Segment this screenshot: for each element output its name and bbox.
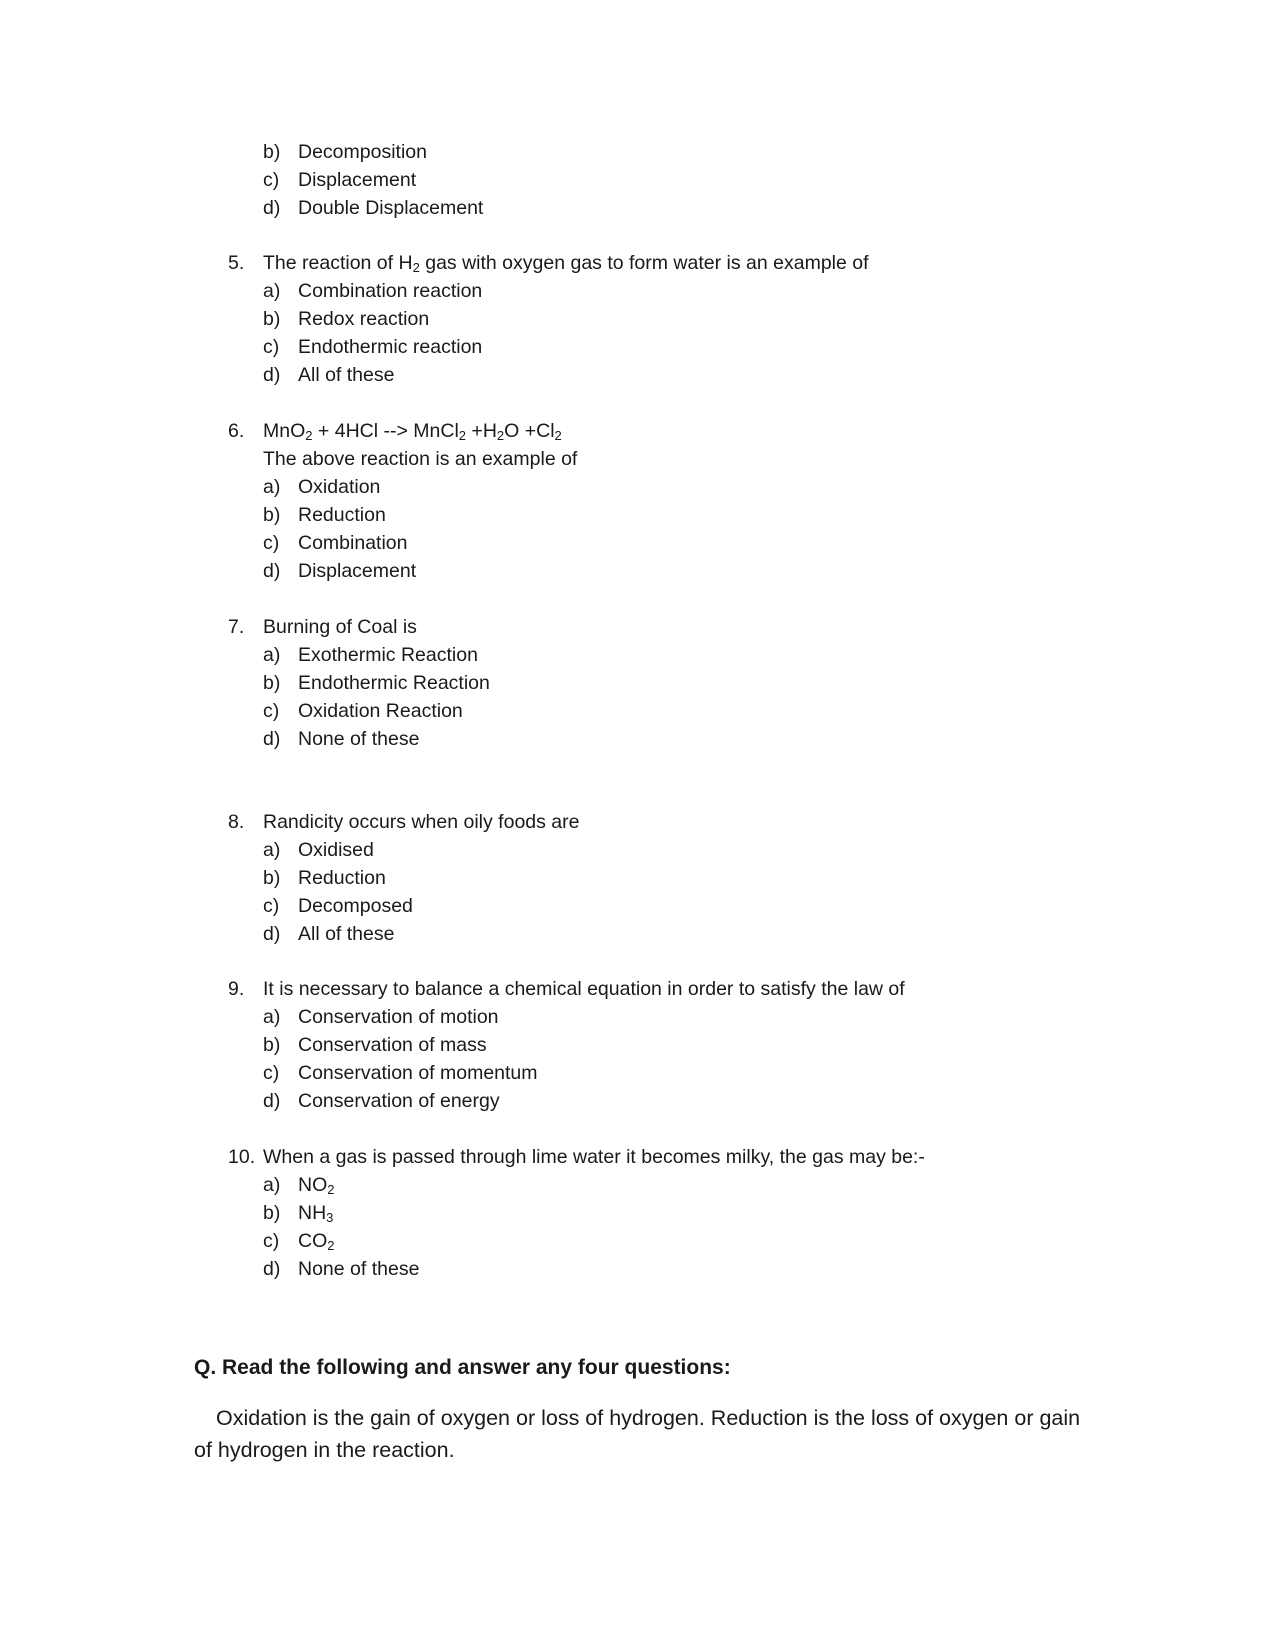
option-letter: a) bbox=[263, 476, 281, 498]
option-letter: c) bbox=[263, 1062, 280, 1084]
question-text bbox=[263, 251, 869, 275]
option-text: Combination reaction bbox=[298, 280, 483, 302]
option-text: Reduction bbox=[298, 504, 386, 526]
text-part: MnO bbox=[263, 420, 306, 442]
question-number: 8. bbox=[228, 811, 245, 833]
subscript: 2 bbox=[305, 428, 313, 443]
option-text: Double Displacement bbox=[298, 197, 484, 219]
option-text: Conservation of energy bbox=[298, 1090, 500, 1112]
option-letter: a) bbox=[263, 1006, 281, 1028]
subscript: 2 bbox=[496, 428, 505, 443]
text-part: NO bbox=[298, 1174, 328, 1196]
option-text: Decomposed bbox=[298, 895, 413, 917]
subscript: 3 bbox=[326, 1210, 334, 1225]
text-part: + 4HCl --> MnCl bbox=[312, 420, 459, 442]
option-letter: b) bbox=[263, 141, 281, 163]
option-text: Displacement bbox=[298, 169, 417, 191]
text-part: O +Cl bbox=[504, 420, 555, 442]
subscript: 2 bbox=[458, 428, 467, 443]
option-text: Oxidised bbox=[298, 839, 374, 861]
option-text: Decomposition bbox=[298, 141, 427, 163]
text-part: CO bbox=[298, 1230, 328, 1252]
option-text: Oxidation Reaction bbox=[298, 700, 463, 722]
option-letter: d) bbox=[263, 197, 281, 219]
option-letter: d) bbox=[263, 923, 281, 945]
subscript: 2 bbox=[412, 260, 420, 275]
option-text: All of these bbox=[298, 364, 395, 386]
question-text: Burning of Coal is bbox=[263, 616, 417, 638]
option-text: Reduction bbox=[298, 867, 386, 889]
option-letter: d) bbox=[263, 364, 281, 386]
option-text: Displacement bbox=[298, 560, 417, 582]
question-number: 9. bbox=[228, 978, 245, 1000]
option-letter: b) bbox=[263, 504, 281, 526]
question-text: Randicity occurs when oily foods are bbox=[263, 811, 580, 833]
option-text: Conservation of momentum bbox=[298, 1062, 538, 1084]
option-letter: a) bbox=[263, 839, 281, 861]
option-letter: c) bbox=[263, 336, 280, 358]
section-heading: Q. Read the following and answer any four questions: bbox=[194, 1356, 731, 1379]
option-text: Endothermic Reaction bbox=[298, 672, 490, 694]
option-letter: b) bbox=[263, 1034, 281, 1056]
text-part: gas with oxygen gas to form water is an example of bbox=[419, 252, 869, 274]
subscript: 2 bbox=[327, 1238, 335, 1253]
option-letter: c) bbox=[263, 895, 280, 917]
option-text: Conservation of motion bbox=[298, 1006, 499, 1028]
option-letter: b) bbox=[263, 867, 281, 889]
question-number: 10. bbox=[228, 1146, 256, 1168]
passage-paragraph: Oxidation is the gain of oxygen or loss of hydrogen. Reduction is the loss of oxygen or gain of hydrogen in the reaction. bbox=[194, 1406, 1081, 1462]
option-text: All of these bbox=[298, 923, 395, 945]
option-letter: a) bbox=[263, 1174, 281, 1196]
option-letter: b) bbox=[263, 308, 281, 330]
option-letter: b) bbox=[263, 1202, 281, 1224]
option-letter: d) bbox=[263, 728, 281, 750]
text-part: The reaction of H bbox=[263, 252, 413, 274]
option-text: Redox reaction bbox=[298, 308, 430, 330]
option-text bbox=[298, 1229, 334, 1253]
option-letter: a) bbox=[263, 644, 281, 666]
subscript: 2 bbox=[327, 1182, 335, 1197]
option-text: Combination bbox=[298, 532, 408, 554]
question-text: When a gas is passed through lime water it becomes milky, the gas may be:- bbox=[263, 1146, 925, 1168]
question-number: 7. bbox=[228, 616, 245, 638]
question-text: The above reaction is an example of bbox=[263, 448, 578, 470]
option-letter: c) bbox=[263, 532, 280, 554]
option-letter: c) bbox=[263, 700, 280, 722]
option-letter: c) bbox=[263, 1230, 280, 1252]
chemical-equation bbox=[263, 419, 562, 443]
option-text: None of these bbox=[298, 728, 420, 750]
option-text: Conservation of mass bbox=[298, 1034, 487, 1056]
option-text bbox=[298, 1173, 334, 1197]
option-letter: c) bbox=[263, 169, 280, 191]
option-letter: d) bbox=[263, 560, 281, 582]
option-text: Endothermic reaction bbox=[298, 336, 483, 358]
question-number: 5. bbox=[228, 252, 245, 274]
option-letter: a) bbox=[263, 280, 281, 302]
option-text: Oxidation bbox=[298, 476, 381, 498]
text-part: +H bbox=[466, 420, 497, 442]
option-text bbox=[298, 1201, 333, 1225]
subscript: 2 bbox=[554, 428, 562, 443]
option-letter: d) bbox=[263, 1258, 281, 1280]
option-letter: d) bbox=[263, 1090, 281, 1112]
option-text: None of these bbox=[298, 1258, 420, 1280]
question-number: 6. bbox=[228, 420, 245, 442]
text-part: NH bbox=[298, 1202, 327, 1224]
option-letter: b) bbox=[263, 672, 281, 694]
option-text: Exothermic Reaction bbox=[298, 644, 478, 666]
question-text: It is necessary to balance a chemical equation in order to satisfy the law of bbox=[263, 978, 905, 1000]
